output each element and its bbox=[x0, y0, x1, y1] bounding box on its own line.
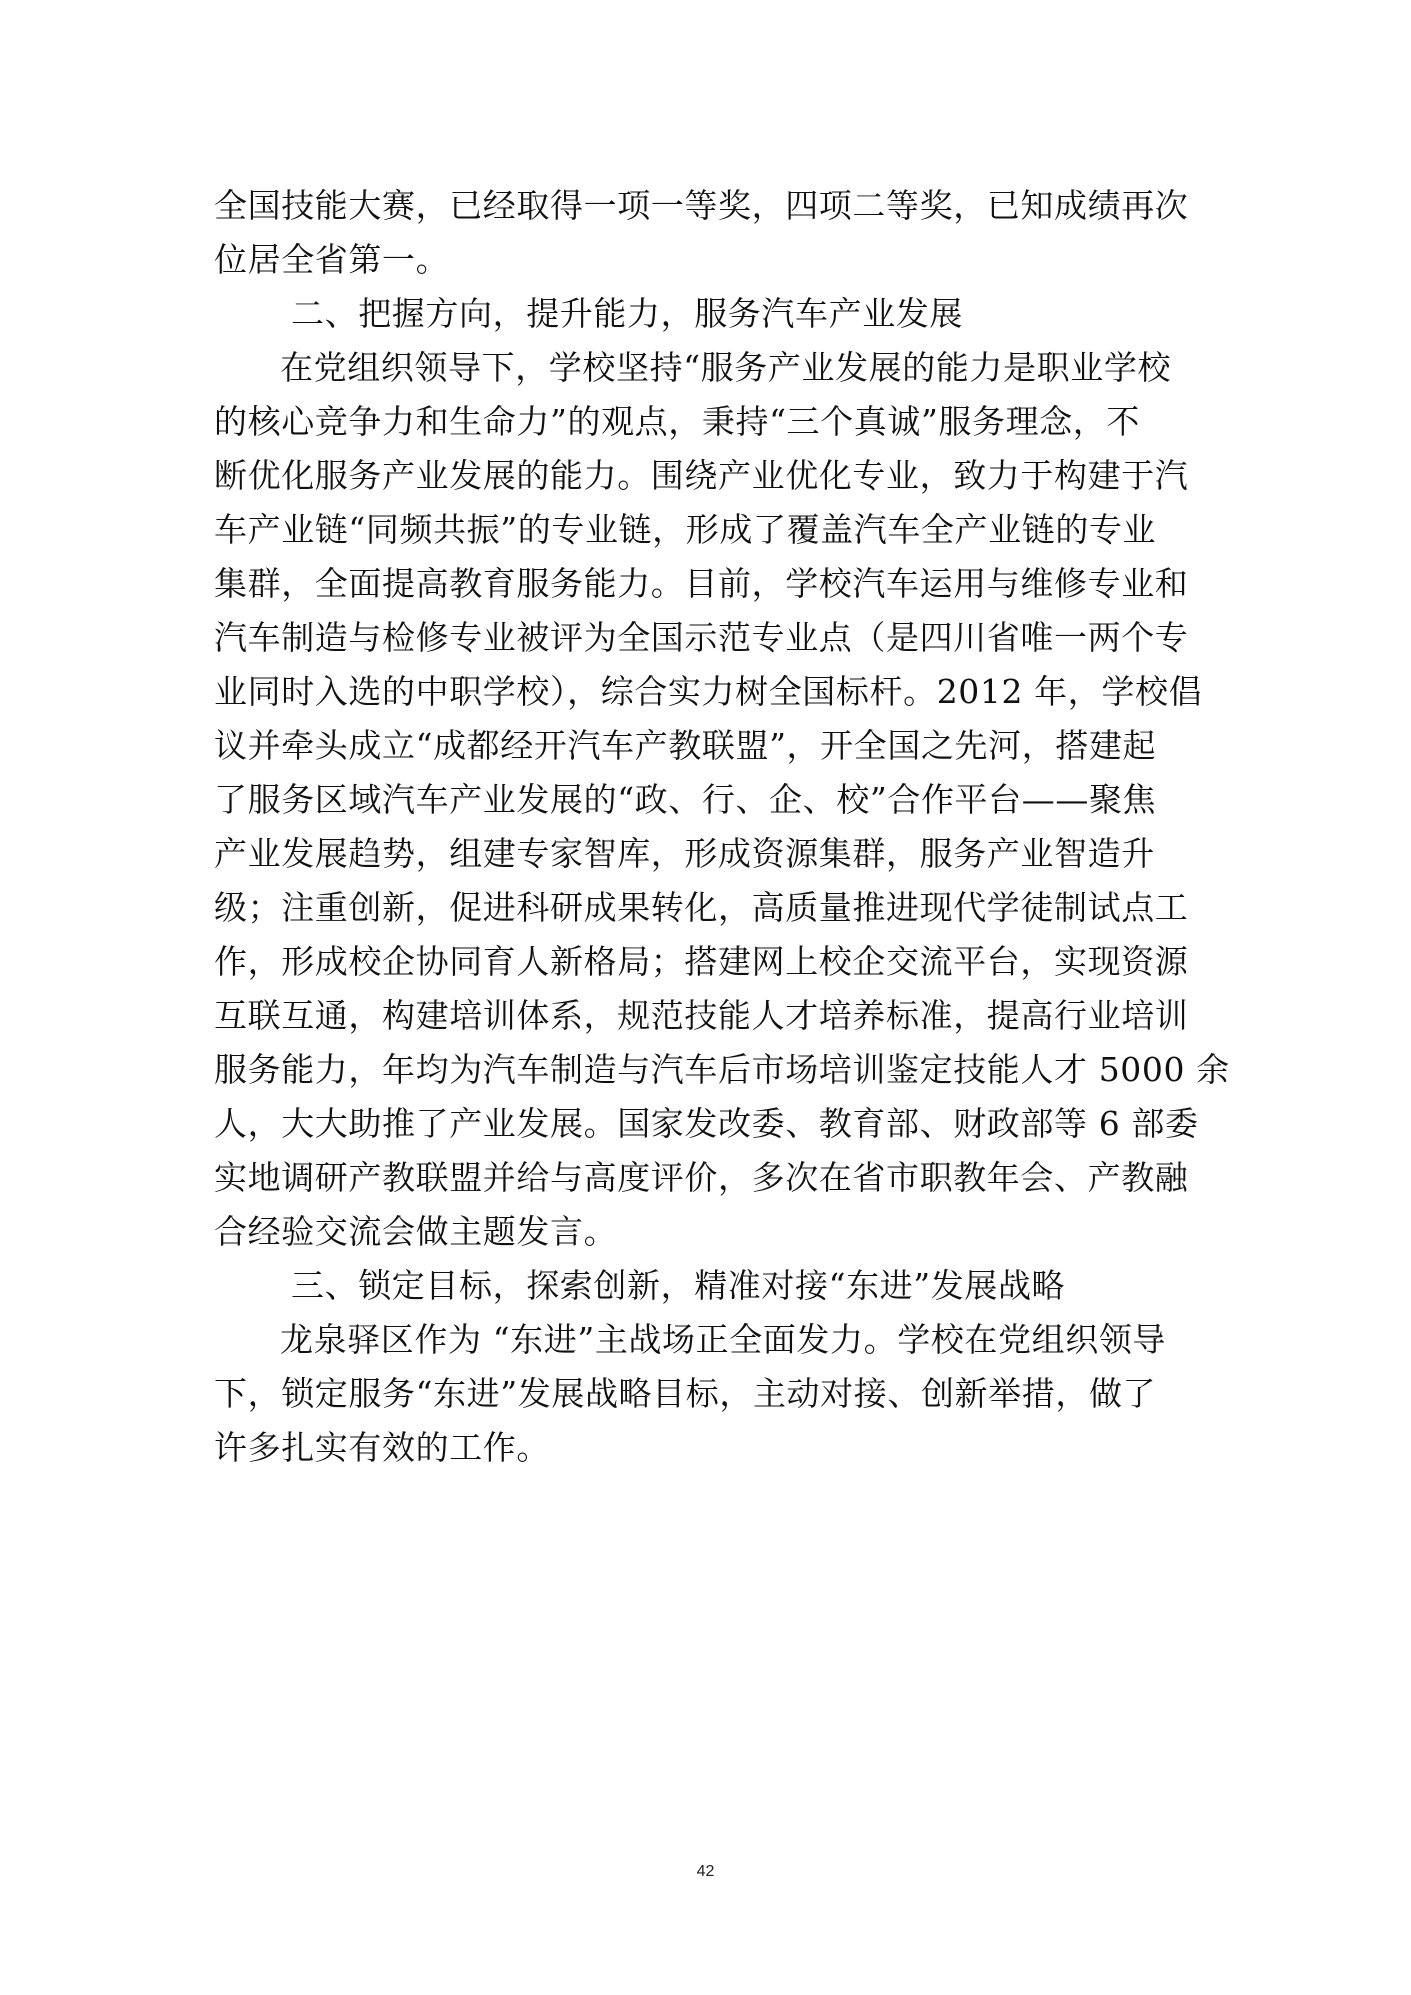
text-line: 互联互通，构建培训体系，规范技能人才培养标准，提高行业培训 bbox=[214, 996, 1189, 1035]
text-line: 作，形成校企协同育人新格局；搭建网上校企交流平台，实现资源 bbox=[214, 942, 1189, 981]
text-line: 车产业链“同频共振”的专业链，形成了覆盖汽车全产业链的专业 bbox=[214, 510, 1157, 549]
text-line: 断优化服务产业发展的能力。围绕产业优化专业，致力于构建于汽 bbox=[214, 456, 1189, 495]
text-line: 汽车制造与检修专业被评为全国示范专业点（是四川省唯一两个专 bbox=[214, 618, 1189, 657]
text-line: 在党组织领导下，学校坚持“服务产业发展的能力是职业学校 bbox=[280, 348, 1172, 387]
section-heading: 三、锁定目标，探索创新，精准对接“东进”发展战略 bbox=[291, 1266, 1066, 1305]
page-number: 42 bbox=[696, 1863, 715, 1880]
section-heading: 二、把握方向，提升能力，服务汽车产业发展 bbox=[291, 294, 963, 333]
text-line: 服务能力，年均为汽车制造与汽车后市场培训鉴定技能人才 5000 余 bbox=[214, 1050, 1230, 1089]
text-line: 合经验交流会做主题发言。 bbox=[214, 1212, 618, 1251]
text-line: 位居全省第一。 bbox=[214, 240, 450, 279]
text-line: 业同时入选的中职学校），综合实力树全国标杆。2012 年，学校倡 bbox=[214, 672, 1203, 711]
text-line: 议并牵头成立“成都经开汽车产教联盟”，开全国之先河，搭建起 bbox=[214, 726, 1157, 765]
text-line: 集群，全面提高教育服务能力。目前，学校汽车运用与维修专业和 bbox=[214, 564, 1189, 603]
text-line: 下，锁定服务“东进”发展战略目标，主动对接、创新举措，做了 bbox=[214, 1374, 1157, 1413]
text-line: 实地调研产教联盟并给与高度评价，多次在省市职教年会、产教融 bbox=[214, 1158, 1189, 1197]
text-line: 龙泉驿区作为 “东进”主战场正全面发力。学校在党组织领导 bbox=[280, 1320, 1167, 1359]
text-line: 全国技能大赛，已经取得一项一等奖，四项二等奖，已知成绩再次 bbox=[214, 186, 1189, 225]
text-line: 了服务区域汽车产业发展的“政、行、企、校”合作平台——聚焦 bbox=[214, 780, 1157, 819]
text-line: 许多扎实有效的工作。 bbox=[214, 1428, 550, 1467]
text-line: 级；注重创新，促进科研成果转化，高质量推进现代学徒制试点工 bbox=[214, 888, 1189, 927]
text-line: 产业发展趋势，组建专家智库，形成资源集群，服务产业智造升 bbox=[214, 834, 1155, 873]
text-line: 人，大大助推了产业发展。国家发改委、教育部、财政部等 6 部委 bbox=[214, 1104, 1199, 1143]
text-line: 的核心竞争力和生命力”的观点，秉持“三个真诚”服务理念，不 bbox=[214, 402, 1141, 441]
